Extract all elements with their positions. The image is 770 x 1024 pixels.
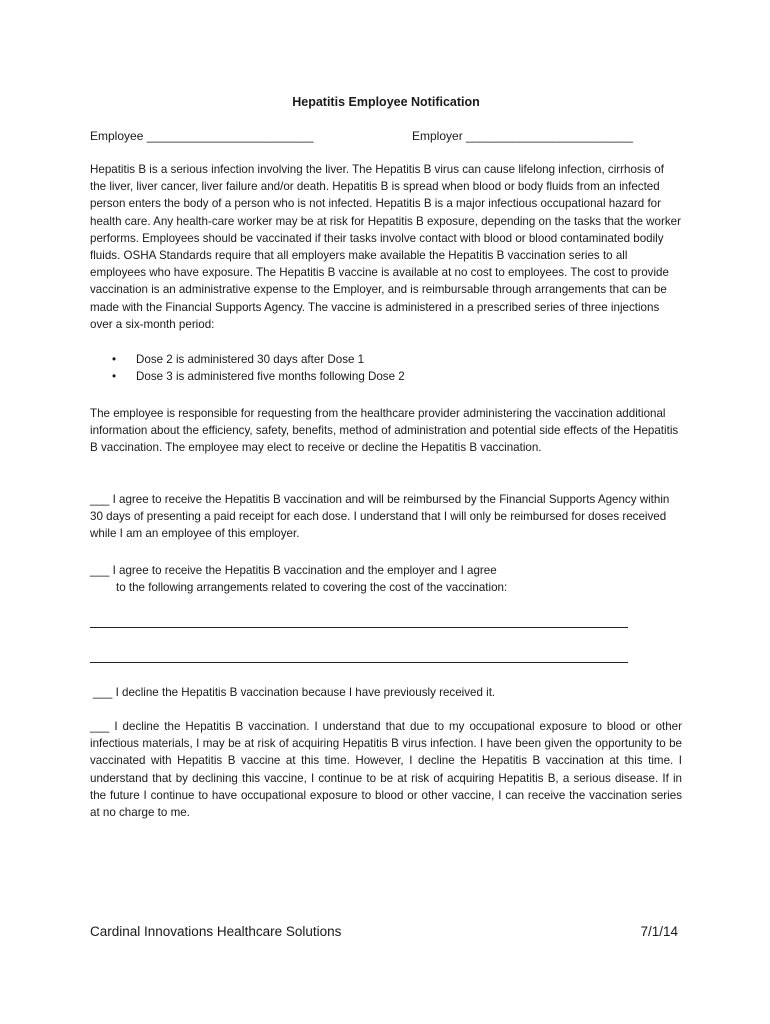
arrangement-line[interactable] — [90, 627, 628, 628]
option-agree-reimbursed[interactable]: ___ I agree to receive the Hepatitis B vaccination and will be reimbursed by the Financial Supports Agency within 30 days of presenting a paid receipt for each dose. I understand that I will only be reimbursed for doses received while I am an employee of this employer. — [90, 493, 670, 541]
responsibility-paragraph: The employee is responsible for requesting from the healthcare provider administering the vaccination additional information about the efficiency, safety, benefits, method of administration and potential side effects of the Hepatitis B vaccination. The employee may elect to receive or decline the Hepatitis B vaccination. — [90, 407, 679, 455]
bullet-icon: • — [112, 370, 117, 384]
employee-field[interactable]: Employee _________________________ — [90, 129, 314, 143]
bullet-icon: • — [112, 353, 117, 366]
arrangement-line[interactable] — [90, 662, 628, 663]
footer-date: 7/1/14 — [640, 924, 678, 939]
bullet-text: Dose 3 is administered five months following Dose 2 — [136, 370, 405, 384]
list-item — [112, 351, 405, 368]
option-line: ___ I agree to receive the Hepatitis B vaccination and the employer and I agree — [90, 564, 497, 577]
intro-paragraph: Hepatitis B is a serious infection involving the liver. The Hepatitis B virus can cause lifelong infection, cirrhosis of the liver, liver cancer, liver failure and/or death. Hepatitis B is spread when blood or body fluids from an infected person enters the body of a person who is not infected. Hepatitis B is a major infectious occupational hazard for health care. Any health-care worker may be at risk for Hepatitis B exposure, depending on the tasks that the worker performs. Employees should be vaccinated if their tasks involve contact with blood or blood contaminated bodily fluids. OSHA Standards require that all employers make available the Hepatitis B vaccination series to all employees who have exposure. The Hepatitis B vaccine is available at no cost to employees. The cost to provide vaccination is an administrative expense to the Employer, and is reimbursable through arrangements that can be made with the Financial Supports Agency. The vaccine is administered in a prescribed series of three injections over a six-month period: — [90, 163, 681, 331]
footer-organization: Cardinal Innovations Healthcare Solutions — [90, 924, 342, 939]
document-title: Hepatitis Employee Notification — [292, 95, 480, 109]
bullet-text: Dose 2 is administered 30 days after Dose 1 — [136, 353, 365, 366]
employer-field[interactable]: Employer _________________________ — [412, 129, 633, 143]
option-line: to the following arrangements related to covering the cost of the vaccination: — [116, 581, 508, 595]
option-agree-arrangement[interactable] — [90, 562, 682, 596]
dose-schedule-list — [112, 351, 405, 385]
option-decline[interactable]: ___ I decline the Hepatitis B vaccination. I understand that due to my occupational exposure to blood or other infectious materials, I may be at risk of acquiring Hepatitis B virus infection. I have been given the opportunity to be vaccinated with Hepatitis B vaccine at this time. However, I decline the Hepatitis B vaccination at this time. I understand that by declining this vaccine, I continue to be at risk of acquiring Hepatitis B, a serious disease. If in the future I continue to have occupational exposure to blood or other vaccine, I can receive the vaccination series at no charge to me. — [90, 720, 682, 820]
document-page — [90, 0, 682, 1024]
list-item — [112, 368, 405, 385]
option-decline-previously-received[interactable]: ___ I decline the Hepatitis B vaccination because I have previously received it. — [93, 686, 496, 699]
